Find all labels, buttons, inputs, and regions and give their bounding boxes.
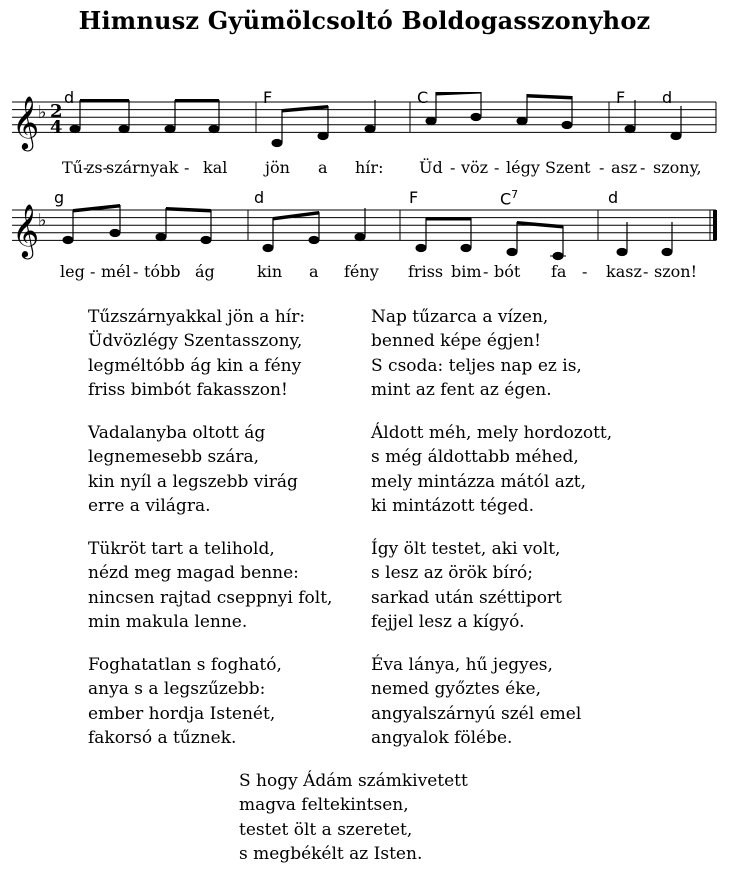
stanza-line: benned képe égjen!: [371, 331, 541, 352]
stanza-line: ki mintázott téged.: [371, 496, 534, 517]
lyric-syllable: -: [640, 158, 646, 177]
page-title: Himnusz Gyümölcsoltó Boldogasszonyhoz: [78, 6, 651, 35]
stanza-line: fejjel lesz a kígyó.: [371, 612, 525, 633]
chord-symbol: d: [608, 188, 619, 207]
lyric-syllable: vöz: [461, 158, 489, 177]
lyric-syllable: szárnyak: [106, 158, 179, 177]
stanza-line: anya s a legszűzebb:: [88, 679, 266, 700]
lyric-syllable: a: [309, 262, 319, 281]
stanza-line: S hogy Ádám számkivetett: [239, 771, 468, 791]
lyric-syllable: bim: [451, 262, 482, 281]
lyric-syllable: hír:: [355, 158, 384, 177]
lyric-syllable: szony,: [653, 158, 702, 177]
chord-superscript: 7: [511, 188, 519, 201]
stanza: [239, 769, 468, 867]
stanza-line: S csoda: teljes nap ez is,: [371, 355, 582, 376]
lyric-syllable: mél: [101, 262, 131, 281]
notes-measure-1: [70, 99, 219, 133]
notes-measure-6: [263, 208, 365, 252]
notes-measure-3: [426, 92, 572, 129]
stanza-line: Tükröt tart a telihold,: [88, 539, 275, 559]
chord-symbol: F: [263, 88, 273, 107]
stanza-line: angyalszárnyú szél emel: [371, 703, 582, 724]
stanza-line: Tűzszárnyakkal jön a hír:: [88, 307, 306, 327]
stanza: [88, 305, 305, 403]
notes-measure-7: [416, 217, 566, 260]
stanza-line: mint az fent az égen.: [371, 380, 552, 401]
lyric-syllable: -: [599, 158, 605, 177]
staff-lines: [12, 102, 716, 132]
stanza: [371, 421, 612, 519]
chord-symbol: g: [54, 188, 65, 207]
lyric-syllable: bót: [494, 262, 521, 281]
final-barline: [713, 210, 717, 240]
lyric-syllable: asz: [611, 158, 638, 177]
chord-symbol: F: [409, 188, 419, 207]
time-signature-top: 2: [50, 101, 63, 122]
stanza-line: fakorsó a tűznek.: [88, 728, 237, 749]
lyric-syllable: ág: [195, 262, 215, 281]
lyric-syllable: Szent: [545, 158, 591, 177]
lyric-syllable: légy: [506, 158, 540, 177]
stanza-line: legméltóbb ág kin a fény: [88, 355, 302, 376]
stanza-line: nemed győztes éke,: [371, 679, 541, 700]
stanza-line: Áldott méh, mely hordozott,: [371, 423, 613, 443]
lyric-syllable: -: [643, 262, 649, 281]
stanza-line: ember hordja Istenét,: [88, 703, 276, 724]
lyric-syllable: leg: [60, 262, 85, 281]
lyric-syllable: Üd: [419, 158, 443, 177]
lyric-syllable: kin: [257, 262, 283, 281]
lyric-syllable: friss: [408, 262, 444, 281]
stanza-line: friss bimbót fakasszon!: [88, 380, 288, 401]
chord-symbol: d: [64, 88, 75, 107]
lyric-syllable: -: [494, 158, 500, 177]
stanza-line: kin nyíl a legszebb virág: [88, 471, 298, 492]
stanza-line: Vadalanyba oltott ág: [88, 423, 266, 443]
notes-measure-2: [272, 100, 375, 147]
lyric-syllable: kasz: [606, 262, 642, 281]
lyric-syllable: tóbb: [144, 262, 181, 281]
lyric-syllable: zs-: [86, 158, 109, 177]
stanza-line: s lesz az örök bíró;: [371, 563, 533, 584]
lyric-syllable: -: [483, 262, 489, 281]
lyric-syllable: -: [184, 158, 190, 177]
flat-key-signature-icon: ♭: [38, 210, 47, 231]
chord-root: C: [500, 189, 512, 209]
notes-measure-4: [625, 100, 681, 140]
stanza: [371, 537, 562, 635]
lyric-syllable: -: [582, 262, 588, 281]
stanza-line: Éva lánya, hű jegyes,: [371, 655, 553, 675]
flat-key-signature-icon: ♭: [38, 102, 47, 123]
lyric-syllable: -: [450, 158, 456, 177]
stanza-line: mely mintázza mától azt,: [371, 471, 587, 492]
stanza: [88, 421, 298, 519]
stanza-line: s még áldottabb méhed,: [371, 447, 579, 468]
chord-symbol: [500, 188, 518, 208]
stanza-line: Nap tűzarca a vízen,: [371, 307, 549, 327]
stanza-line: legnemesebb szára,: [88, 447, 260, 468]
lyric-syllable: -: [90, 262, 96, 281]
lyric-syllable: jön: [265, 158, 290, 177]
stanza-line: min makula lenne.: [88, 612, 248, 633]
notes-measure-8: [617, 222, 672, 256]
stanza: [88, 537, 332, 635]
stanza-line: nézd meg magad benne:: [88, 563, 299, 584]
stanza-line: sarkad után széttiport: [371, 587, 562, 608]
stanza-line: Foghatatlan s fogható,: [88, 655, 282, 675]
stanza: [88, 653, 282, 751]
chord-symbol: F: [616, 88, 626, 107]
stanza: [371, 653, 581, 751]
stanza-line: testet ölt a szeretet,: [239, 819, 413, 840]
lyric-syllable: Tű-: [62, 158, 89, 177]
lyric-syllable: fény: [344, 262, 379, 281]
lyric-syllable: -: [133, 262, 139, 281]
stanza-line: Így ölt testet, aki volt,: [371, 539, 561, 559]
chord-symbol: d: [662, 88, 673, 107]
chord-symbol: C: [417, 88, 429, 107]
stanza-line: erre a világra.: [88, 496, 211, 517]
stanza: [371, 305, 582, 403]
stanza-line: Üdvözlégy Szentasszony,: [88, 331, 303, 352]
stanza-line: nincsen rajtad cseppnyi folt,: [88, 587, 333, 608]
lyric-syllable: fa: [551, 262, 567, 281]
time-signature-bottom: 4: [50, 117, 63, 138]
lyric-syllable: szon!: [654, 262, 698, 281]
chord-symbol: d: [254, 188, 265, 207]
stanza-line: magva feltekintsen,: [239, 795, 409, 816]
lyric-syllable: a: [318, 158, 328, 177]
stanza-line: s megbékélt az Isten.: [239, 844, 423, 865]
treble-clef-icon: 𝄞: [12, 95, 40, 149]
treble-clef-icon: 𝄞: [12, 203, 40, 257]
stanza-line: angyalok fölébe.: [371, 728, 513, 749]
lyric-syllable: kal: [203, 158, 228, 177]
